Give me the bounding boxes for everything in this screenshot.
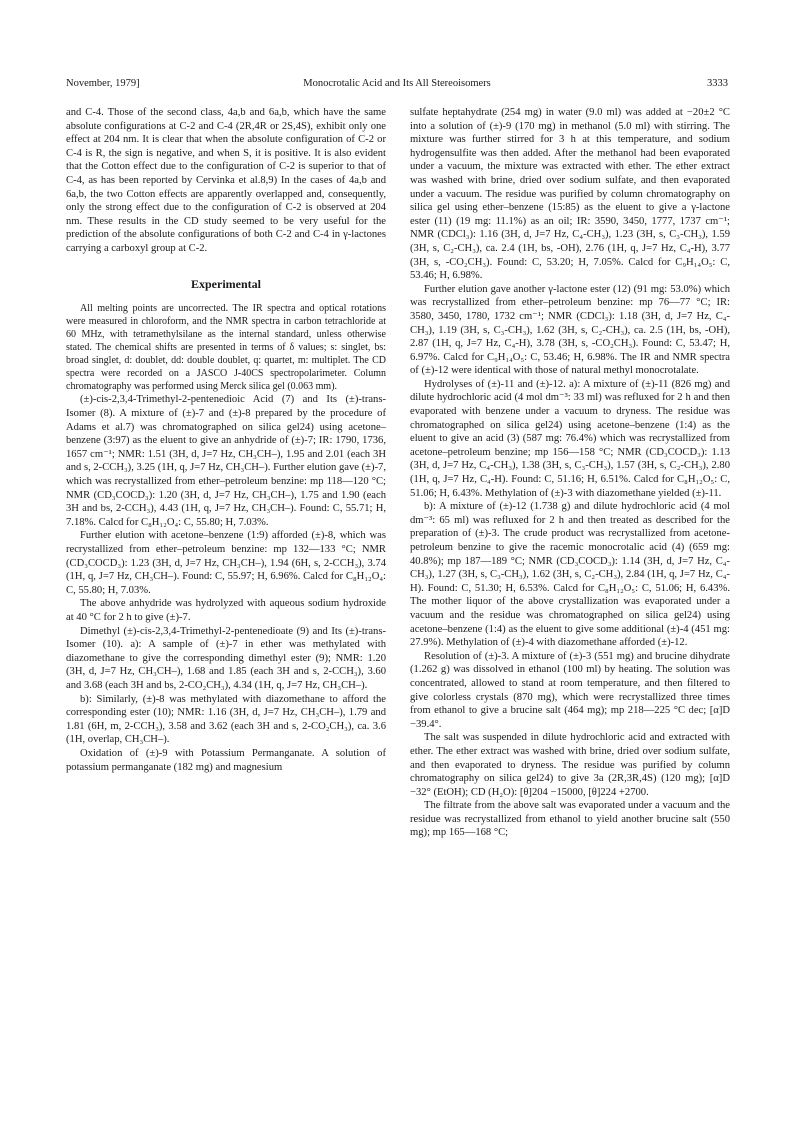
- header-title: Monocrotalic Acid and Its All Stereoisomers: [303, 78, 491, 89]
- ester-10-paragraph: b): Similarly, (±)-8 was methylated with diazomethane to afford the corresponding ester (10); NMR: 1.16 (3H, d, J=7 Hz, CH₃CH–), 1.79 and 1.81 (6H, m, 2-CCH₃), 3.58 and 3.62 (each 3H and s, 2-CO₂CH₃), ca. 3.6 (1H, overlap, CH₃CH–).: [66, 693, 386, 746]
- compound-8-elution-paragraph: Further elution with acetone–benzene (1:9) afforded (±)-8, which was recrystallized from ether–petroleum benzine: mp 132—133 °C; NMR (CD₃COCD₃): 1.23 (3H, d, J=7 Hz, CH₃CH–), 1.94 (6H, s, 2-CCH₃), 3.74 (1H, q, J=7 Hz, CH₃CH–). Found: C, 55.97; H, 6.96%. Calcd for C₈H₁₂O₄: C, 55.80; H, 7.03%.: [66, 530, 386, 596]
- cd-discussion-paragraph: and C-4. Those of the second class, 4a,b and 6a,b, which have the same absolute configurations at C-2 and C-4 (2R,4R or 2S,4S), exhibit only one effect at 204 nm. It is clear that when the absolute configuration of C-2 or C-4 is R, the sign is negative, and when S, it is positive. It is also evident that the Cotton effect due to the configuration of C-2 is superior to that of C-4, as has been reported by Cervinka et al.8,9) In the cases of 4a,b and 6a,b, the two Cotton effects are apparently overlapped and, consequently, only the strong effect due to the configuration of C-2 is observed at 204 nm. These results in the CD study seemed to be very useful for the prediction of the absolute configurations of both C-2 and C-4 in γ-lactones carrying a carboxyl group at C-2.: [66, 107, 386, 254]
- oxidation-paragraph-start: Oxidation of (±)-9 with Potassium Permanganate. A solution of potassium permanganate (182 mg) and magnesium: [66, 747, 386, 773]
- left-column: [66, 106, 386, 774]
- dimethyl-ester-9-10-paragraph: Dimethyl (±)-cis-2,3,4-Trimethyl-2-pentenedioate (9) and Its (±)-trans-Isomer (10). a): A sample of (±)-7 in ether was methylated with diazomethane to give the corresponding dimethyl ester (9); NMR: 1.20 (3H, d, J=7 Hz, CH₃CH–), 1.68 and 1.85 (each 3H and s, 2-CCH₃), 3.60 and 3.68 (each 3H and bs, 2-CO₂CH₃), 4.34 (1H, q, J=7 Hz, CH₃CH–).: [66, 625, 386, 691]
- compound-7-8-paragraph: (±)-cis-2,3,4-Trimethyl-2-pentenedioic Acid (7) and Its (±)-trans-Isomer (8). A mixture of (±)-7 and (±)-8 prepared by the procedure of Adams et al.7) was chromatographed on silica gel24) using acetone–benzene (3:97) as the eluent to give an anhydride of (±)-7; IR: 1790, 1736, 1657 cm⁻¹; NMR: 1.51 (3H, d, J=7 Hz, CH₃CH–), 1.95 and 2.01 (each 3H and s, 2-CCH₃), 3.25 (1H, q, J=7 Hz, CH₃CH–). Further elution gave (±)-7, which was recrystallized from ether–petroleum benzine: mp 118—120 °C; NMR (CD₃COCD₃): 1.20 (3H, d, J=7 Hz, CH₃CH–), 1.75 and 1.90 (each 3H and bs, 2-CCH₃), 4.43 (1H, q, J=7 Hz, CH₃CH–). Found: C, 55.71; H, 7.18%. Calcd for C₈H₁₂O₄: C, 55.80; H, 7.03%.: [66, 394, 386, 528]
- hydrolysis-b-paragraph: b): A mixture of (±)-12 (1.738 g) and dilute hydrochloric acid (4 mol dm⁻³: 65 ml) was refluxed for 2 h and then treated as described for the preparation of (±)-3. The crude product was recrystallized from acetone-petroleum benzine to give the racemic monocrotalic acid (4) (659 mg: 40.8%); mp 187—189 °C; NMR (CD₃COCD₃): 1.14 (3H, d, J=7 Hz, C₄-CH₃), 1.27 (3H, s, C₃-CH₃), 1.62 (3H, s, C₂-CH₃), 2.84 (1H, q, J=7 Hz, C₄-H). Found: C, 51.30; H, 6.53%. Calcd for C₈H₁₂O₅: C, 51.06; H, 6.43%. The mother liquor of the above crystallization was evaporated under a vacuum and the residue was chromatographed on silica gel24) using acetone–benzene (1:4) as the eluent to give some additional (±)-4 (451 mg: 27.9%). Methylation of (±)-4 with diazomethane afforded (±)-12.: [410, 501, 730, 649]
- anhydride-hydrolysis-paragraph: The above anhydride was hydrolyzed with aqueous sodium hydroxide at 40 °C for 2 h to give (±)-7.: [66, 598, 386, 623]
- general-methods-paragraph: All melting points are uncorrected. The IR spectra and optical rotations were measured in chloroform, and the NMR spectra in carbon tetrachloride at 60 MHz, with tetramethylsilane as the internal standard, unless otherwise stated. The chemical shifts are presented in terms of δ values; s: singlet, bs: broad singlet, d: doublet, dd: double doublet, q: quartet, m: multiplet. The CD spectra were recorded on a JASCO J-40CS spectropolarimeter. Column chromatography was performed using Merck silica gel (0.063 mm).: [66, 303, 386, 392]
- filtrate-paragraph: The filtrate from the above salt was evaporated under a vacuum and the residue was recrystallized from ethanol to yield another brucine salt (550 mg); mp 165—168 °C;: [410, 800, 730, 839]
- right-column: [410, 106, 730, 840]
- resolution-paragraph: Resolution of (±)-3. A mixture of (±)-3 (551 mg) and brucine dihydrate (1.262 g) was dissolved in ethanol (100 ml) by heating. The solution was concentrated, allowed to stand at room temperature, and then filtered to give colorless crystals (870 mg), which were recrystallized three times from ethanol to give a brucine salt (464 mg); mp 218—225 °C dec; [α]D −39.4°.: [410, 650, 730, 730]
- oxidation-paragraph-continued: sulfate heptahydrate (254 mg) in water (9.0 ml) was added at −20±2 °C into a solution of (±)-9 (170 mg) in methanol (5.0 ml) with stirring. The mixture was further stirred for 3 h at this temperature, and sodium hydrogensulfite was then added. After the methanol had been evaporated under a vacuum, the mixture was extracted with ether. The ether extract was washed with brine, dried over sodium sulfate, and then evaporated under a vacuum. The residue was purified by column chromatography on silica gel using ether–benzene (15:85) as the eluent to give a γ-lactone ester (11) (19 mg: 11.1%) as an oil; IR: 3590, 3450, 1777, 1737 cm⁻¹; NMR (CDCl₃): 1.16 (3H, d, J=7 Hz, C₄-CH₃), 1.23 (3H, s, C₃-CH₃), 1.59 (3H, s, C₂-CH₃), ca. 2.4 (1H, bs, -OH), 2.76 (1H, q, J=7 Hz, C₄-H), 3.77 (3H, s, -CO₂CH₃). Found: C, 53.20; H, 7.05%. Calcd for C₉H₁₄O₅: C, 53.46; H, 6.98%.: [410, 107, 730, 282]
- header-date: November, 1979]: [66, 78, 140, 89]
- page-number: 3333: [707, 78, 728, 89]
- section-heading-experimental: Experimental: [191, 276, 261, 291]
- running-header: [66, 78, 728, 94]
- hydrolysis-a-paragraph: Hydrolyses of (±)-11 and (±)-12. a): A mixture of (±)-11 (826 mg) and dilute hydrochloric acid (4 mol dm⁻³: 33 ml) was refluxed for 2 h and then evaporated with benzene under a vacuum to dryness. The residue was chromatographed on silica gel24) using acetone–benzene (1:4) as the eluent to give an acid (3) (587 mg: 76.4%) which was recrystallized from acetone–petroleum benzine; mp 156—158 °C; NMR (CD₃COCD₃): 1.13 (3H, d, J=7 Hz, C₄-CH₃), 1.38 (3H, s, C₃-CH₃), 1.57 (3H, s, C₂-CH₃), 2.80 (1H, q, J=7 Hz, C₄-H). Found: C, 51.16; H, 6.51%. Calcd for C₈H₁₂O₅: C, 51.06; H, 6.43%. Methylation of (±)-3 with diazomethane yielded (±)-11.: [410, 378, 730, 499]
- lactone-ester-12-paragraph: Further elution gave another γ-lactone ester (12) (91 mg: 53.0%) which was recrystallized from ether–petroleum benzine: mp 76—77 °C; IR: 3580, 3450, 1780, 1732 cm⁻¹; NMR (CDCl₃): 1.18 (3H, d, J=7 Hz, C₄-CH₃), 1.19 (3H, s, C₃-CH₃), 1.62 (3H, s, C₂-CH₃), ca. 2.5 (1H, bs, -OH), 2.87 (1H, q, J=7 Hz, C₄-H), 3.78 (3H, s, -CO₂CH₃). Found: C, 53.47; H, 6.97%. Calcd for C₉H₁₄O₅: C, 53.46; H, 6.98%. The IR and NMR spectra of (±)-12 were identical with those of natural methyl monocrotalate.: [410, 283, 730, 377]
- salt-workup-paragraph: The salt was suspended in dilute hydrochloric acid and extracted with ether. The ether extract was washed with brine, dried over sodium sulfate, and then evaporated to dryness. The residue was purified by column chromatography on silica gel24) to give 3a (2R,3R,4S) (120 mg); [α]D −32° (EtOH); CD (H₂O): [θ]204 −15000, [θ]224 +2700.: [410, 732, 730, 798]
